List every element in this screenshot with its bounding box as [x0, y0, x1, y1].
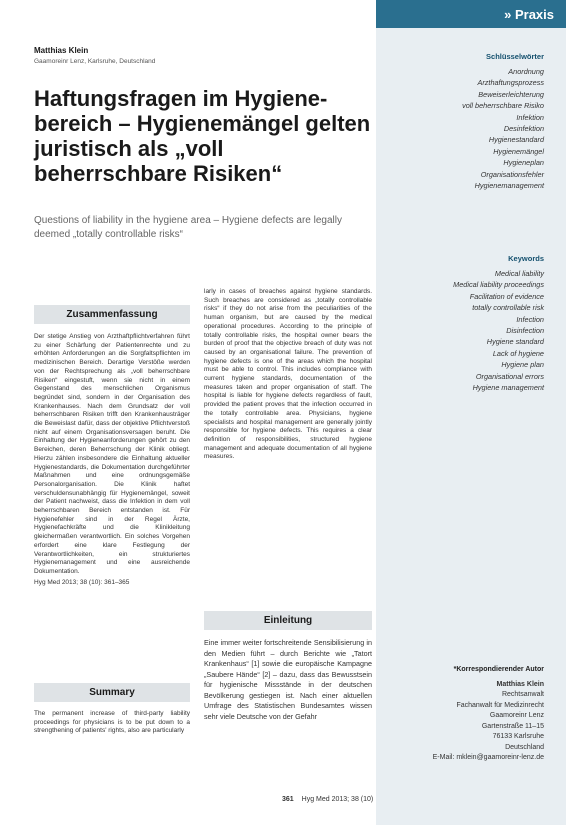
keyword-de-item: Hygienemängel [493, 146, 544, 156]
keyword-de-item: Beweiserleichterung [478, 89, 544, 99]
keyword-en-item: Facilitation of evidence [469, 291, 544, 301]
summary-text: The permanent increase of third-party liability proceedings for physicians is to be put down to a strengthening of patients' rights, also are particularly [34, 710, 190, 735]
keyword-de-item: Hygienemanagement [474, 181, 544, 191]
page-footer [282, 796, 373, 803]
keyword-en-item: Hygiene standard [486, 337, 544, 347]
keyword-en-item: Infection [516, 314, 544, 324]
article-subtitle: Questions of liability in the hygiene area – Hygiene defects are legally deemed „totally controllable risks“ [34, 215, 342, 240]
zusammenfassung-body [34, 333, 190, 587]
keyword-en-item: Lack of hygiene [492, 348, 544, 358]
keyword-de-item: Anordnung [508, 67, 544, 76]
correspondence-line: Fachanwalt für Medizinrecht [456, 701, 544, 709]
keyword-en-item: Organisational errors [475, 371, 544, 381]
einleitung-heading: Einleitung [204, 611, 372, 630]
keyword-en-item: totally controllable risk [472, 303, 544, 313]
correspondence-email[interactable]: E-Mail: mklein@gaamoreinr-lenz.de [432, 754, 544, 761]
citation: Hyg Med 2013; 38 (10): 361–365 [34, 578, 130, 586]
correspondence-line: Gaamoreinr Lenz [489, 712, 544, 719]
keywords-de-heading: Schlüsselwörter [486, 52, 544, 61]
keyword-en-item: Medical liability proceedings [453, 280, 544, 290]
author-affiliation: Gaamoreinr Lenz, Karlsruhe, Deutschland [34, 58, 156, 65]
keyword-en-item: Hygiene management [472, 383, 544, 393]
correspondence-line: 76133 Karlsruhe [492, 733, 544, 740]
correspondence-line: Rechtsanwalt [501, 691, 544, 698]
keywords-en-list [380, 268, 544, 393]
keyword-de-item: Hygieneplan [503, 158, 544, 168]
zusammenfassung-text: Der stetige Anstieg von Arzthaftpflichtverfahren führt zu einer Schärfung der Patientenrechte und zu erhöhten Anforderungen an die Sorgfaltspflichten im medizinischen Bereich. Derartige Verstöße werden von der Rechtsprechung als „voll beherrschbare Risiken“ eingestuft, wenn sie nicht in einem Gegenstand des menschlichen Organismus begründet sind, sondern in der Organisation des Krankenhauses. Nach dem Grundsatz der voll beherrschbaren Risiken trifft den Krankenhausträger die Beweislast dafür, dass der objektive Pflichtverstoß nicht auf einem Organisationsversagen beruht. Die Einhaltung der Hygieneanforderungen gehört zu den Bereichen, deren Beherrschung der Klinik obliegt. Hierzu zählen insbesondere die Einhaltung aktueller Hygienestandards, die Dokumentation durchgeführter Maßnahmen und eine ordnungsgemäße Personalorganisation. Die Klinik haftet verschuldensunabhängig für Hygienemängel, soweit der Patient nachweist, dass die Infektion in dem voll beherrschbaren Bereich entstanden ist. Für Hygienefehler sind in der Regel Ärzte, Hygienefachkräfte und die Klinikleitung gleichermaßen verantwortlich. Ein solches Vorgehen erfordert eine klare Festlegung der Verantwortlichkeiten, ein strukturiertes Hygienemanagement und eine ausreichende Dokumentation. [34, 333, 190, 575]
keyword-de-item: Infektion [516, 112, 544, 122]
keyword-en-item: Disinfection [506, 326, 544, 336]
keyword-de-item: Organisationsfehler [480, 169, 544, 179]
keywords-en-heading: Keywords [508, 254, 544, 263]
correspondence-line: Deutschland [505, 743, 544, 751]
einleitung-text: Eine immer weiter fortschreitende Sensibilisierung in den Medien führt – durch Berichte wie „Tatort Krankenhaus“ [1] sowie die europäische Kampagne „Saubere Hände“ [2] – dazu, dass das Bewusstsein für hygienische Missstände in der deutschen Bevölkerung gestiegen ist. Nach einer aktuellen Umfrage des Statistischen Bundesamtes wissen sehr viele Deutsche von der Gefahr [204, 638, 372, 721]
keyword-en-item: Medical liability [494, 269, 544, 278]
keyword-de-item: Desinfektion [503, 124, 544, 134]
keywords-de-list [380, 66, 544, 191]
section-tab: » Praxis [376, 0, 566, 28]
correspondence-line: Gartenstraße 11–15 [481, 722, 544, 730]
keyword-en-item: Hygiene plan [501, 360, 544, 370]
journal-reference: Hyg Med 2013; 38 (10) [301, 796, 374, 803]
author-name: Matthias Klein [34, 46, 89, 55]
column-right-text: larly in cases of breaches against hygiene standards. Such breaches are considered as „totally controllable risks“ if they do not arise from the peculiarities of the human organism, but are caused by the medical operational procedures. According to the principle of totally controllable risks, the hospital owner bears the burden of proof that the objective breach of duty was not caused by an organisational failure. The prevention of hygiene defects is one of the areas which the hospital must be able to control. This includes compliance with current hygiene standards, documentation of the measures taken and proper organisation of staff. The hospital is liable for hygiene defects regardless of fault, provided the patient proves that the infection occurred in the totally controllable area. Physicians, hygiene specialists and hospital management are generally jointly responsible for hygiene defects. This requires a clear definition of responsibilities, structured hygiene management and adequate documentation of all hygiene measures. [204, 288, 372, 461]
correspondence-name: Matthias Klein [496, 680, 544, 688]
correspondence-block [380, 665, 544, 764]
article-title: Haftungsfragen im Hygienebereich – Hygienemängel gelten juristisch als „voll beherrschbare Risiken“ [34, 86, 371, 186]
keyword-de-item: Hygienestandard [488, 135, 544, 145]
correspondence-heading: *Korrespondierender Autor [453, 666, 544, 673]
page-number: 361 [282, 796, 294, 803]
keyword-de-item: voll beherrschbare Risiko [462, 101, 544, 111]
keyword-de-item: Arzthaftungsprozess [477, 78, 544, 88]
zusammenfassung-heading: Zusammenfassung [34, 305, 190, 324]
summary-heading: Summary [34, 683, 190, 702]
